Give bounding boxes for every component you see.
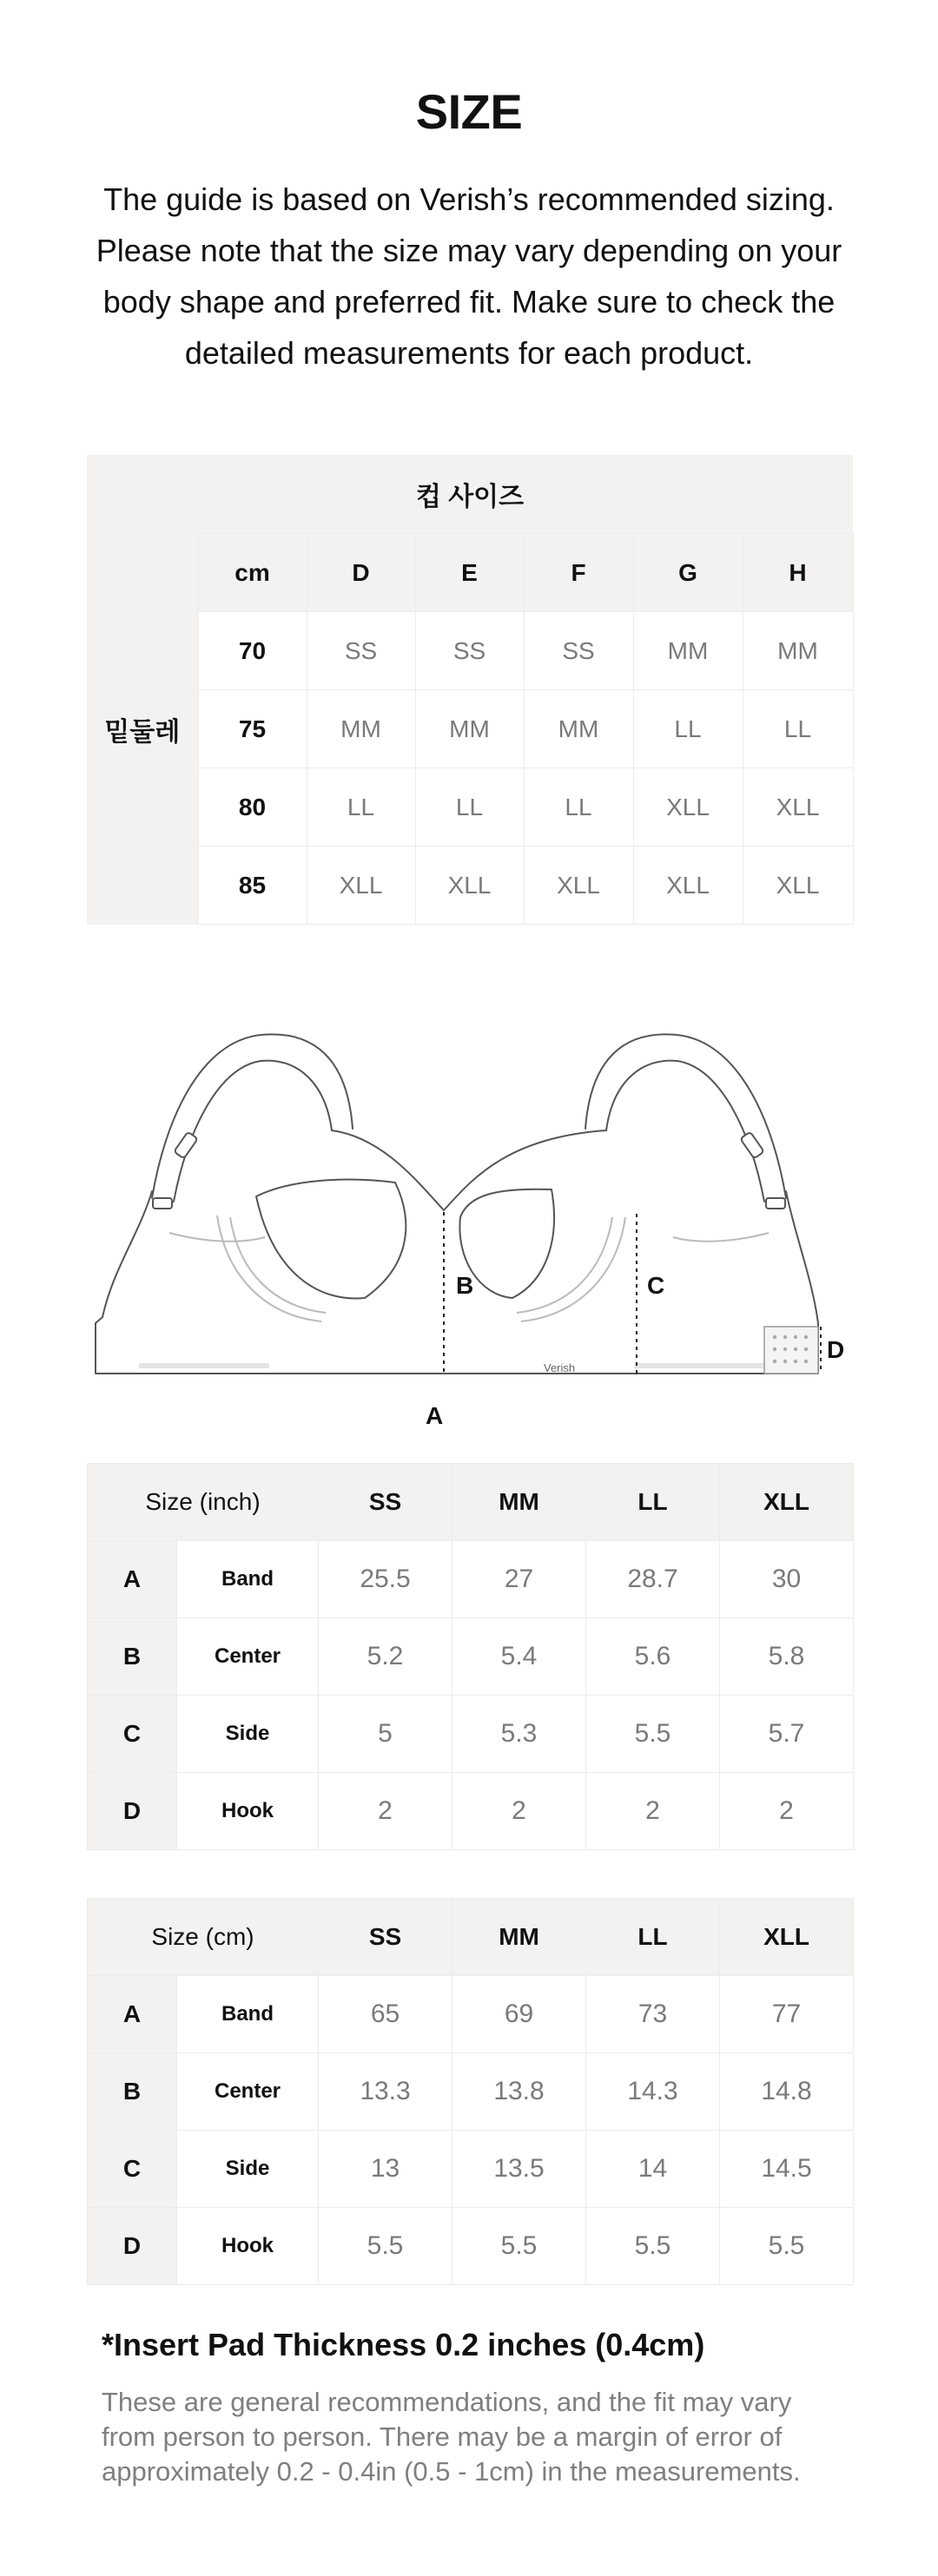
size-cell: XLL: [743, 768, 853, 847]
size-cell: SS: [307, 612, 415, 690]
row-part: Center: [177, 1618, 319, 1696]
size-cell: SS: [524, 612, 633, 690]
size-cm-header: Size (cm): [88, 1899, 319, 1976]
cup-size-table: [87, 455, 854, 925]
size-cell: LL: [633, 690, 743, 768]
table-row: [87, 690, 853, 768]
label-a: A: [426, 1402, 444, 1429]
value-cell: 5.7: [720, 1696, 854, 1773]
cup-header: F: [524, 534, 633, 612]
value-cell: 14.3: [586, 2053, 720, 2131]
size-cell: MM: [633, 612, 743, 690]
table-row: [88, 1541, 854, 1618]
right-band-trim: [634, 1363, 764, 1368]
row-part: Band: [177, 1541, 319, 1618]
value-cell: 5.8: [720, 1618, 854, 1696]
value-cell: 14.8: [720, 2053, 854, 2131]
cup-header: H: [743, 534, 853, 612]
row-letter: D: [88, 1773, 177, 1850]
value-cell: 13.3: [319, 2053, 452, 2131]
value-cell: 14.5: [720, 2131, 854, 2208]
band-value: 85: [198, 847, 307, 925]
value-cell: 5.4: [452, 1618, 586, 1696]
band-label: 밑둘레: [87, 534, 198, 925]
value-cell: 2: [720, 1773, 854, 1850]
size-header: MM: [452, 1464, 586, 1541]
table-row: [87, 768, 853, 847]
cup-header: G: [633, 534, 743, 612]
left-band-trim: [139, 1363, 269, 1368]
right-side-trim: [673, 1233, 769, 1242]
value-cell: 5: [319, 1696, 452, 1773]
size-cell: XLL: [307, 847, 415, 925]
table-row: [88, 1976, 854, 2053]
label-b: B: [456, 1272, 474, 1299]
size-inch-header: Size (inch): [88, 1464, 319, 1541]
value-cell: 5.3: [452, 1696, 586, 1773]
size-cell: MM: [307, 690, 415, 768]
value-cell: 14: [586, 2131, 720, 2208]
table-row: [88, 1773, 854, 1850]
value-cell: 13: [319, 2131, 452, 2208]
page-title: SIZE: [415, 84, 523, 139]
value-cell: 69: [452, 1976, 586, 2053]
row-letter: A: [88, 1976, 177, 2053]
size-cell: MM: [524, 690, 633, 768]
left-strap-adjuster: [174, 1132, 198, 1159]
disclaimer-text: These are general recommendations, and the fit may vary from person to person. There may be a margin of error of approximately 0.2 - 0.4in (0.5 - 1cm) in the measurements.: [102, 2387, 801, 2487]
value-cell: 30: [720, 1541, 854, 1618]
table-row: [88, 1696, 854, 1773]
bra-measurement-diagram: [87, 1016, 851, 1380]
label-c: C: [647, 1272, 665, 1299]
size-cell: XLL: [633, 768, 743, 847]
left-underwire-inner: [230, 1217, 326, 1313]
value-cell: 13.5: [452, 2131, 586, 2208]
size-cell: LL: [524, 768, 633, 847]
value-cell: 5.2: [319, 1618, 452, 1696]
right-strap-outer-line: [585, 1034, 786, 1198]
pad-thickness-note: *Insert Pad Thickness 0.2 inches (0.4cm): [102, 2327, 705, 2362]
size-cell: LL: [743, 690, 853, 768]
size-header: LL: [586, 1899, 720, 1976]
size-cell: XLL: [524, 847, 633, 925]
row-part: Hook: [177, 1773, 319, 1850]
size-cell: SS: [415, 612, 524, 690]
row-letter: C: [88, 2131, 177, 2208]
row-part: Center: [177, 2053, 319, 2131]
size-cell: XLL: [633, 847, 743, 925]
right-underwire-inner: [517, 1217, 612, 1313]
table-row: [88, 2053, 854, 2131]
cm-measurement-table: [87, 1898, 854, 2285]
left-strap-outer-line: [152, 1034, 353, 1198]
row-letter: B: [88, 1618, 177, 1696]
table-row: [88, 2131, 854, 2208]
table-row: [87, 612, 853, 690]
size-cell: XLL: [415, 847, 524, 925]
right-cup: [459, 1189, 554, 1298]
size-header: XLL: [720, 1464, 854, 1541]
row-letter: C: [88, 1696, 177, 1773]
value-cell: 13.8: [452, 2053, 586, 2131]
value-cell: 28.7: [586, 1541, 720, 1618]
value-cell: 65: [319, 1976, 452, 2053]
cup-header: E: [415, 534, 524, 612]
value-cell: 25.5: [319, 1541, 452, 1618]
size-cell: LL: [415, 768, 524, 847]
size-cell: MM: [743, 612, 853, 690]
size-header: XLL: [720, 1899, 854, 1976]
size-cell: LL: [307, 768, 415, 847]
size-cell: XLL: [743, 847, 853, 925]
size-header: LL: [586, 1464, 720, 1541]
size-header: MM: [452, 1899, 586, 1976]
value-cell: 5.5: [720, 2208, 854, 2285]
left-cup: [256, 1180, 406, 1299]
row-part: Band: [177, 1976, 319, 2053]
table-row: [88, 1618, 854, 1696]
right-strap-ring: [766, 1198, 785, 1209]
value-cell: 73: [586, 1976, 720, 2053]
row-part: Side: [177, 2131, 319, 2208]
intro-text: The guide is based on Verish’s recommended sizing. Please note that the size may vary depending on your body shape and preferred fit. Make sure to check the detailed measurements for each product.: [96, 181, 842, 371]
table-row: [87, 847, 853, 925]
left-side-trim: [169, 1233, 265, 1242]
size-header: SS: [319, 1464, 452, 1541]
value-cell: 5.5: [586, 1696, 720, 1773]
row-letter: B: [88, 2053, 177, 2131]
value-cell: 2: [319, 1773, 452, 1850]
right-strap-inner-line: [606, 1061, 764, 1202]
band-value: 75: [198, 690, 307, 768]
row-letter: A: [88, 1541, 177, 1618]
value-cell: 77: [720, 1976, 854, 2053]
table-row: [88, 2208, 854, 2285]
value-cell: 2: [586, 1773, 720, 1850]
value-cell: 5.5: [452, 2208, 586, 2285]
cup-size-caption: 컵 사이즈: [87, 455, 853, 534]
value-cell: 5.5: [586, 2208, 720, 2285]
size-header: SS: [319, 1899, 452, 1976]
brand-tag: Verish: [544, 1361, 576, 1374]
band-value: 70: [198, 612, 307, 690]
inch-measurement-table: [87, 1463, 854, 1850]
value-cell: 5.5: [319, 2208, 452, 2285]
value-cell: 2: [452, 1773, 586, 1850]
neckline: [332, 1130, 606, 1210]
row-part: Side: [177, 1696, 319, 1773]
value-cell: 27: [452, 1541, 586, 1618]
hook-eye-panel: [764, 1327, 818, 1374]
left-strap-inner-line: [174, 1061, 332, 1202]
band-value: 80: [198, 768, 307, 847]
row-part: Hook: [177, 2208, 319, 2285]
label-d: D: [827, 1336, 845, 1363]
value-cell: 5.6: [586, 1618, 720, 1696]
unit-header: cm: [198, 534, 307, 612]
size-cell: MM: [415, 690, 524, 768]
row-letter: D: [88, 2208, 177, 2285]
right-strap-adjuster: [740, 1132, 764, 1159]
left-strap-ring: [153, 1198, 172, 1209]
cup-header: D: [307, 534, 415, 612]
